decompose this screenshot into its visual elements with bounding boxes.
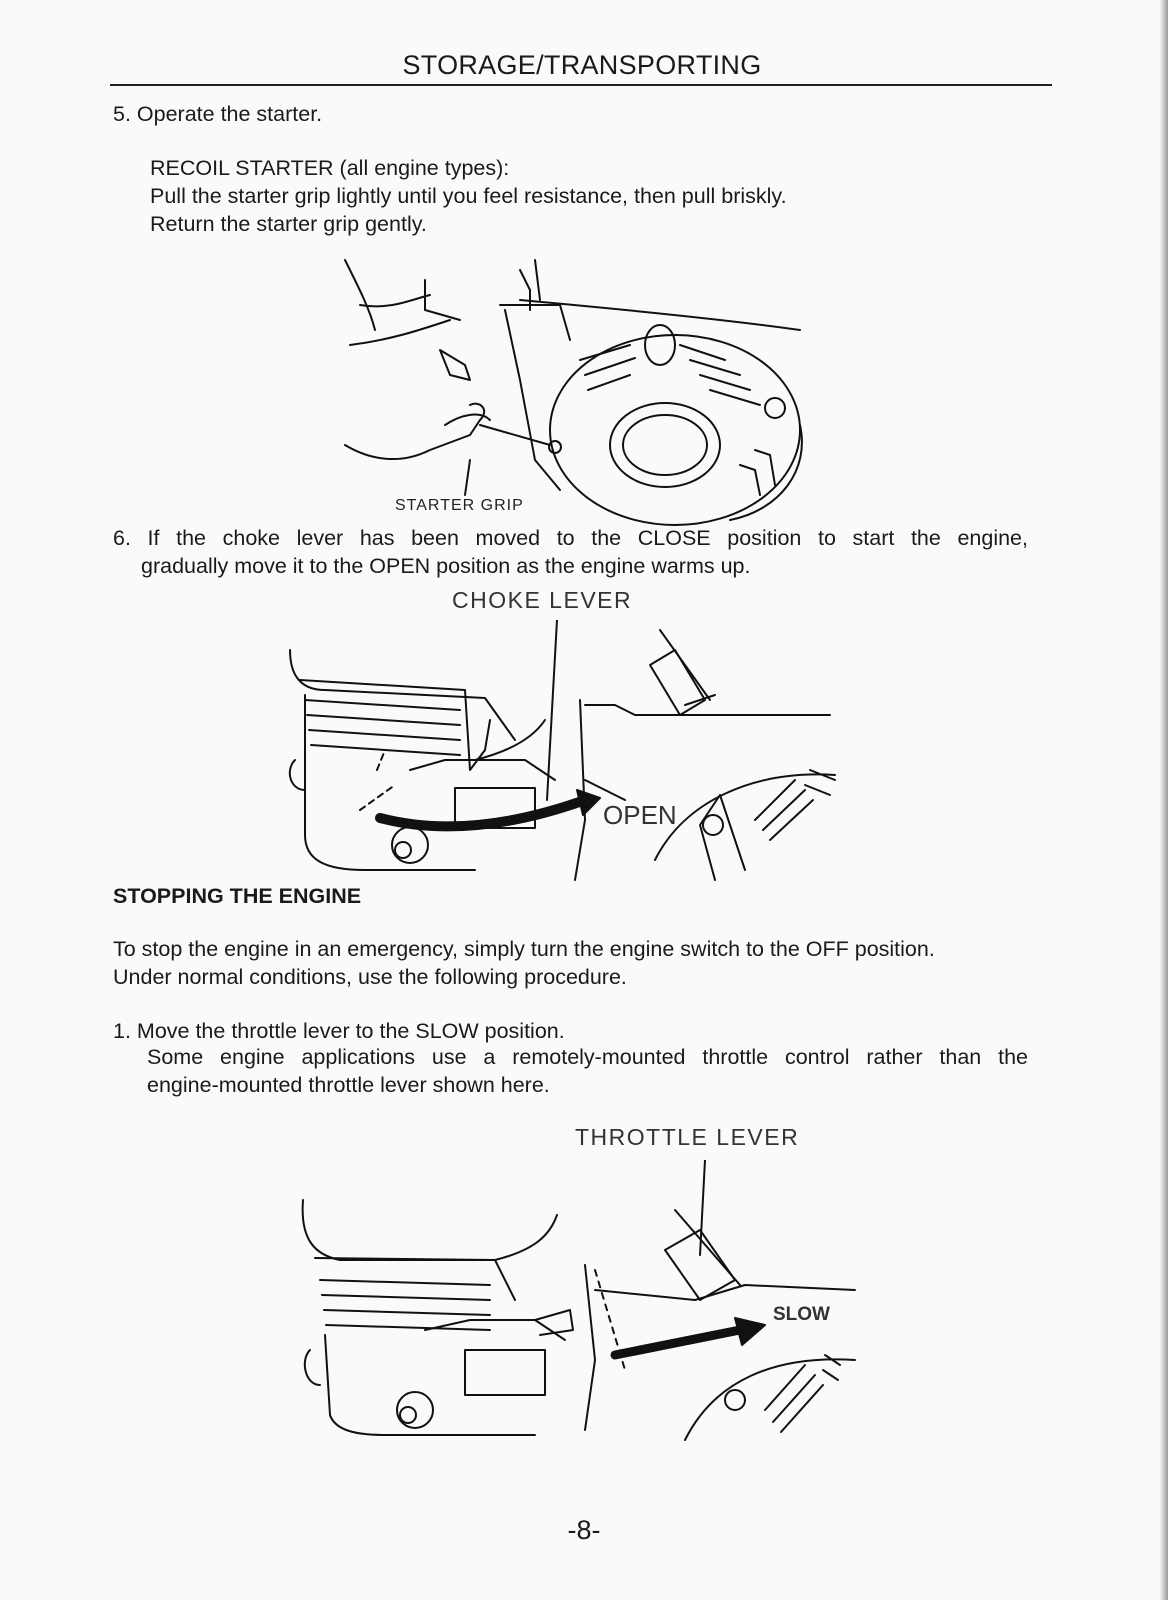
throttle-lever-label: THROTTLE LEVER (575, 1124, 800, 1150)
step6-line2: gradually move it to the OPEN position as the engine warms up. (141, 554, 751, 578)
step5-heading: 5. Operate the starter. (113, 102, 323, 126)
starter-grip-label: STARTER GRIP (395, 497, 524, 514)
choke-lever-label: CHOKE LEVER (452, 587, 633, 613)
step5-subheading: RECOIL STARTER (all engine types): (150, 156, 510, 180)
scan-edge (1160, 0, 1168, 1600)
stop-step1-line2: engine-mounted throttle lever shown here. (147, 1073, 550, 1097)
page-number: -8- (567, 1515, 601, 1545)
stopping-para-line1: To stop the engine in an emergency, simply turn the engine switch to the OFF position. (113, 937, 935, 961)
choke-lever-illustration (285, 620, 845, 890)
slow-label: SLOW (773, 1304, 830, 1325)
stop-step1-heading: 1. Move the throttle lever to the SLOW position. (113, 1019, 565, 1043)
step5-line2: Return the starter grip gently. (150, 212, 427, 236)
starter-grip-illustration (330, 250, 830, 530)
stopping-para-line2: Under normal conditions, use the following procedure. (113, 965, 627, 989)
step6-line1: 6. If the choke lever has been moved to the CLOSE position to start the engine, (113, 526, 1028, 550)
section-title: STOPPING THE ENGINE (113, 884, 362, 908)
header-rule (110, 84, 1052, 86)
step5-line1: Pull the starter grip lightly until you feel resistance, then pull briskly. (150, 184, 787, 208)
page-title: STORAGE/TRANSPORTING (402, 50, 762, 80)
open-label: OPEN (603, 800, 677, 830)
stop-step1-line1: Some engine applications use a remotely-mounted throttle control rather than the (147, 1045, 1028, 1069)
